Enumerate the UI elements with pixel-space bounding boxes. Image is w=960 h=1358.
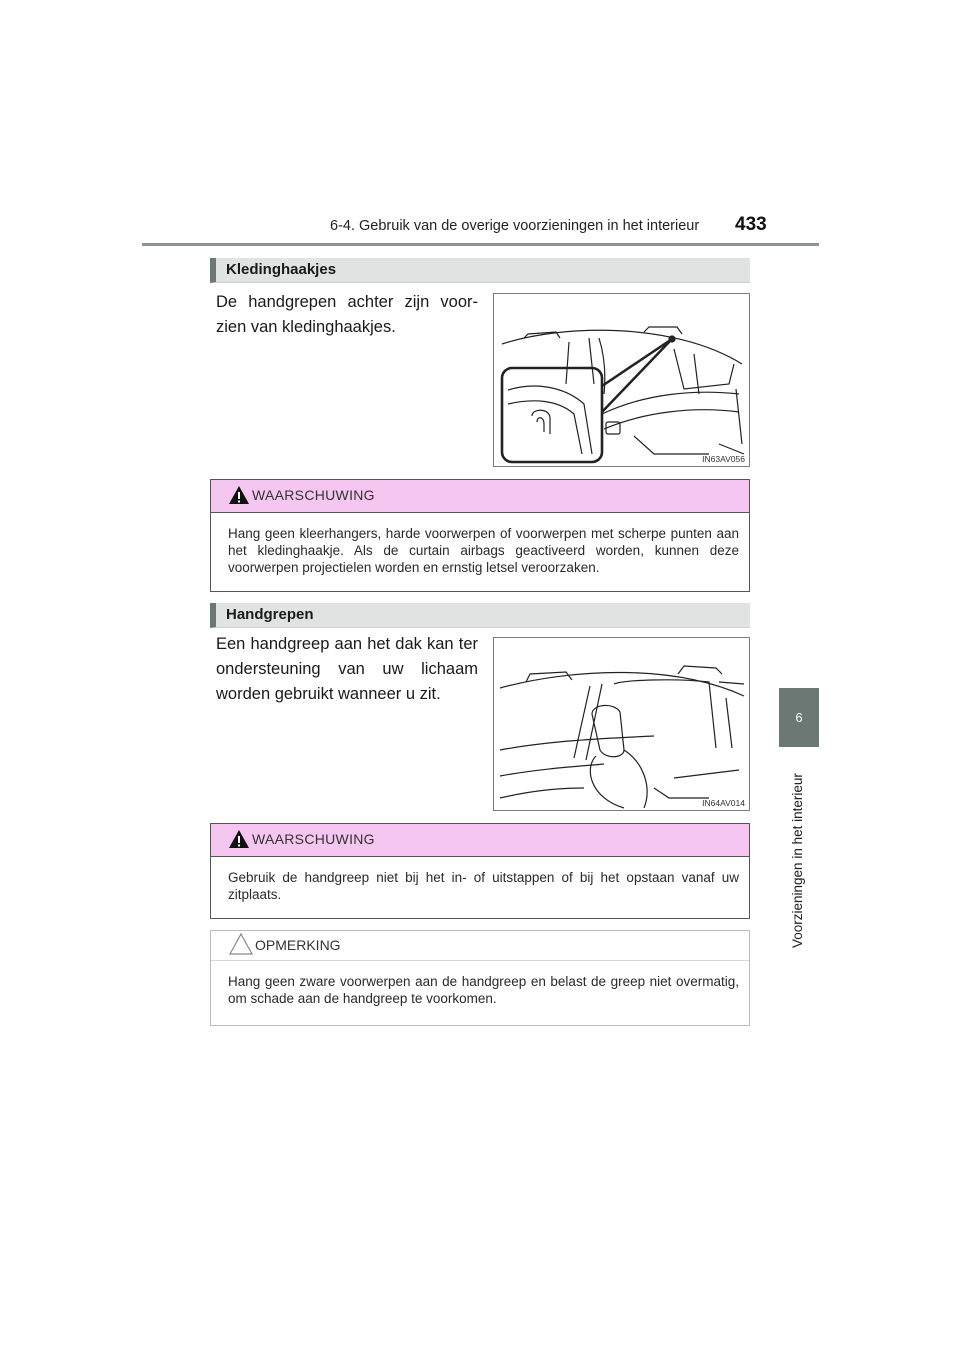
- warning-header: [211, 824, 749, 857]
- page-number: 433: [735, 214, 767, 235]
- chapter-title: Voorzieningen in het interieur: [790, 773, 805, 948]
- figure-code: IN63AV056: [702, 454, 745, 464]
- warning-triangle-icon: [228, 484, 250, 506]
- header-rule: [142, 243, 819, 246]
- caution-outline-icon: [229, 932, 253, 956]
- section-title: Kledinghaakjes: [226, 261, 337, 278]
- warning-box-2: [210, 823, 750, 919]
- chapter-number: 6: [795, 710, 803, 725]
- section-header-handgrepen: [210, 603, 750, 628]
- warning-triangle-icon: [228, 828, 250, 850]
- chapter-title-vertical: [785, 760, 813, 960]
- section-body-kledinghaakjes: De handgrepen achter zijn voor-zien van kledinghaakjes.: [216, 293, 478, 336]
- warning-text: Hang geen kleerhangers, harde voorwerpen of voorwerpen met scherpe punten aan het kledinghaakje. Als de curtain airbags geactiveerd worden, kunnen deze voorwerpen projectielen worden en ernstig letsel veroorzaken.: [228, 526, 739, 575]
- section-body-handgrepen: Een handgreep aan het dak kan ter ondersteuning van uw lichaam worden gebruikt wanneer u zit.: [216, 635, 478, 703]
- section-header-kledinghaakjes: [210, 258, 750, 283]
- figure-code: IN64AV014: [702, 798, 745, 808]
- note-header: [211, 931, 749, 961]
- note-box: [210, 930, 750, 1026]
- warning-box-1: [210, 479, 750, 592]
- running-header-title: 6-4. Gebruik van de overige voorzieningen in het interieur: [330, 218, 700, 234]
- figure-grab-handle: [493, 637, 750, 811]
- note-text: Hang geen zware voorwerpen aan de handgreep en belast de greep niet overmatig, om schade aan de handgreep te voorkomen.: [228, 974, 739, 1006]
- chapter-tab: [779, 688, 819, 747]
- warning-text: Gebruik de handgreep niet bij het in- of uitstappen of bij het opstaan vanaf uw zitplaats.: [228, 870, 739, 902]
- grab-handle-illustration: [494, 638, 749, 810]
- warning-label: WAARSCHUWING: [252, 487, 375, 503]
- section-title: Handgrepen: [226, 606, 314, 623]
- note-label: OPMERKING: [255, 937, 341, 953]
- warning-label: WAARSCHUWING: [252, 831, 375, 847]
- clothes-hook-illustration: [494, 294, 749, 466]
- warning-header: [211, 480, 749, 513]
- figure-clothes-hook: [493, 293, 750, 467]
